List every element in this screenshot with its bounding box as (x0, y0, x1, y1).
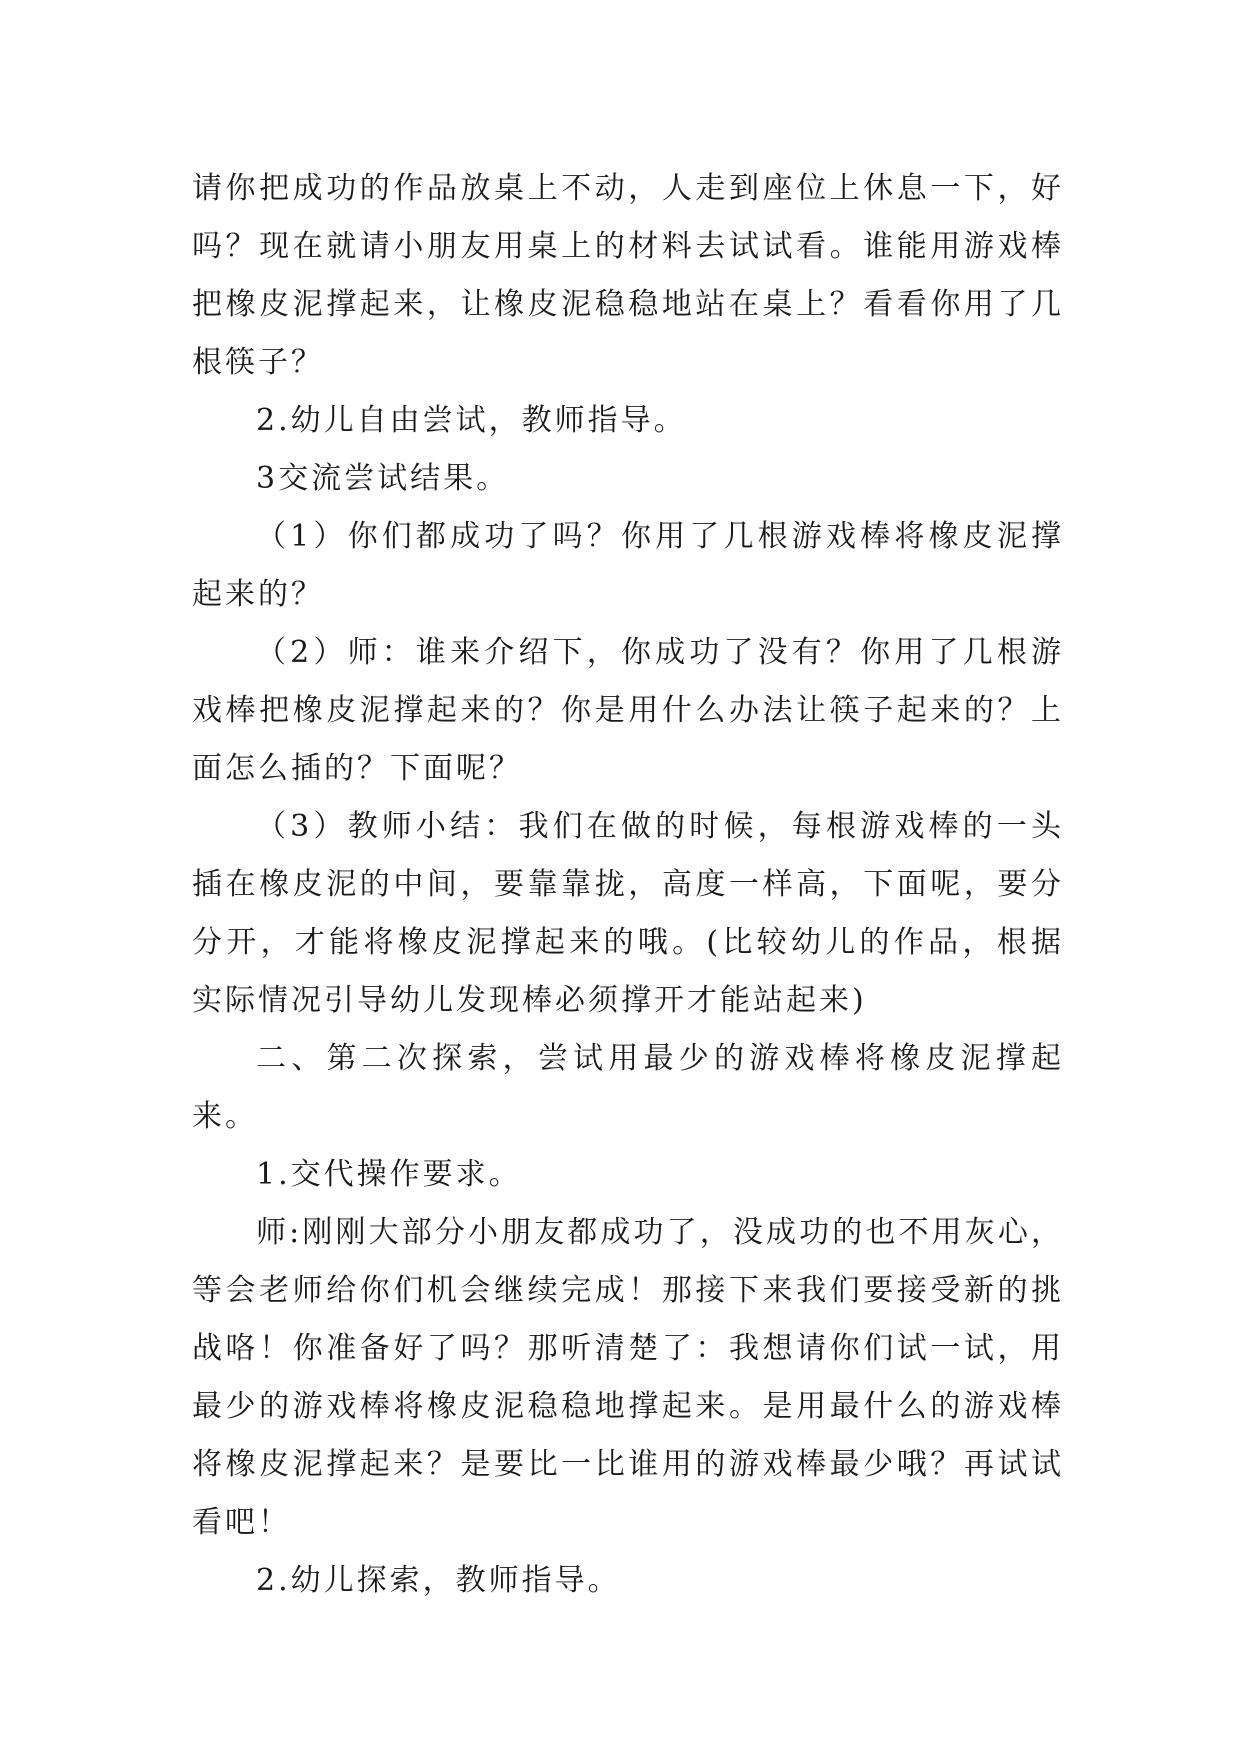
paragraph: 2.幼儿自由尝试，教师指导。 (256, 403, 687, 438)
paragraph: （2）师：谁来介绍下，你成功了没有？你用了几根游戏棒把橡皮泥撑起来的？你是用什么办法让筷子起来的？上面怎么插的？下面呢？ (192, 635, 1064, 786)
paragraph: 1.交代操作要求。 (256, 1157, 522, 1192)
paragraph: 请你把成功的作品放桌上不动，人走到座位上休息一下，好吗？现在就请小朋友用桌上的材料去试试看。谁能用游戏棒把橡皮泥撑起来，让橡皮泥稳稳地站在桌上？看看你用了几根筷子？ (192, 171, 1064, 380)
paragraph: 师:刚刚大部分小朋友都成功了，没成功的也不用灰心，等会老师给你们机会继续完成！那接下来我们要接受新的挑战咯！你准备好了吗？那听清楚了：我想请你们试一试，用最少的游戏棒将橡皮泥稳稳地撑起来。是用最什么的游戏棒将橡皮泥撑起来？是要比一比谁用的游戏棒最少哦？再试试看吧！ (192, 1215, 1064, 1540)
section-heading: 二、第二次探索，尝试用最少的游戏棒将橡皮泥撑起来。 (192, 1041, 1064, 1134)
document-body (192, 160, 1064, 1610)
paragraph: 2.幼儿探索，教师指导。 (256, 1563, 621, 1598)
paragraph: （1）你们都成功了吗？你用了几根游戏棒将橡皮泥撑起来的？ (192, 519, 1064, 612)
paragraph: （3）教师小结：我们在做的时候，每根游戏棒的一头插在橡皮泥的中间，要靠靠拢，高度一样高，下面呢，要分分开，才能将橡皮泥撑起来的哦。(比较幼儿的作品，根据实际情况引导幼儿发现棒必须撑开才能站起来) (192, 809, 1064, 1018)
paragraph: 3交流尝试结果。 (256, 461, 510, 496)
